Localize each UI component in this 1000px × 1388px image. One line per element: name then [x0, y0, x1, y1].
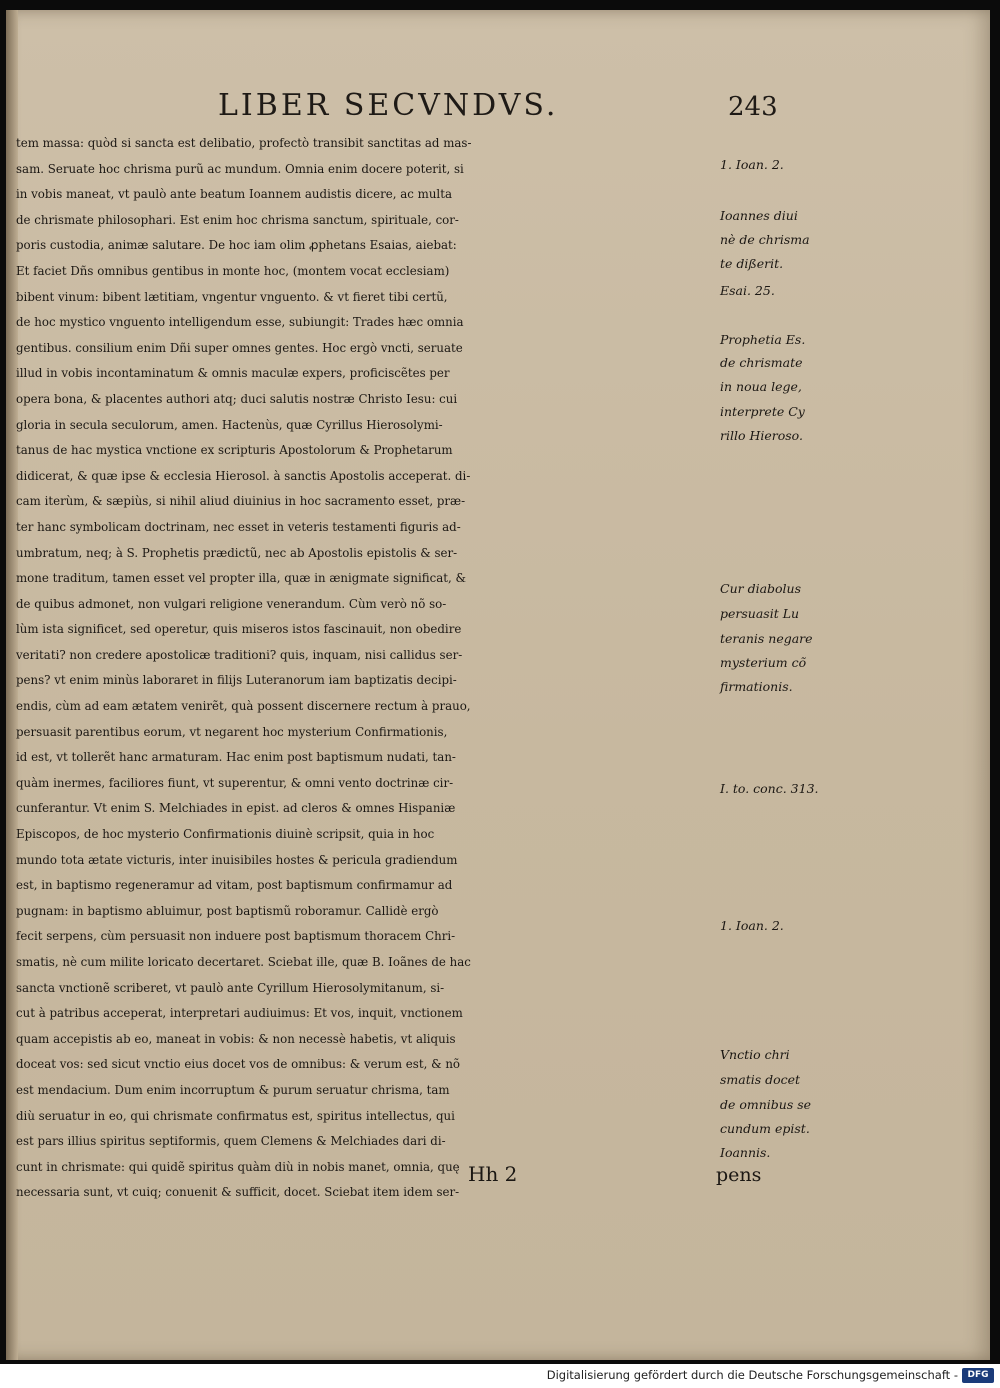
signature-line [16, 1162, 776, 1190]
text-line: id est, vt tollerẽt hanc armaturam. Hac enim post baptismum nudati, tan- [16, 750, 456, 765]
margin-note: Esai. 25. [720, 283, 775, 298]
text-line: diù seruatur in eo, qui chrismate confirmatus est, spiritus intellectus, qui [16, 1108, 455, 1123]
text-line: quam accepistis ab eo, maneat in vobis: & non necessè habetis, vt aliquis [16, 1031, 456, 1046]
text-line: pens? vt enim minùs laboraret in filijs Luteranorum iam baptizatis decipi- [16, 673, 457, 688]
margin-note: in noua lege, [720, 379, 802, 394]
digitization-footer [0, 1364, 1000, 1388]
text-line: didicerat, & quæ ipse & ecclesia Hierosol. à sanctis Apostolis acceperat. di- [16, 468, 471, 483]
text-line: persuasit parentibus eorum, vt negarent hoc mysterium Confirmationis, [16, 724, 448, 739]
margin-note: Vnctio chri [720, 1047, 790, 1062]
margin-note: mysterium cõ [720, 655, 807, 670]
margin-note: Prophetia Es. [720, 332, 806, 347]
text-line: endis, cùm ad eam ætatem venirẽt, quà possent discernere rectum à prauo, [16, 699, 471, 714]
margin-note: 1. Ioan. 2. [720, 918, 784, 933]
text-line: sam. Seruate hoc chrisma purũ ac mundum. Omnia enim docere poterit, si [16, 161, 464, 176]
text-line: de chrismate philosophari. Est enim hoc chrisma sanctum, spirituale, cor- [16, 212, 459, 227]
margin-note: rillo Hieroso. [720, 428, 803, 443]
text-line: mone traditum, tamen esset vel propter illa, quæ in ænigmate significat, & [16, 571, 467, 586]
book-page [6, 10, 990, 1360]
margin-note: Ioannes diui [720, 208, 798, 223]
text-line: opera bona, & placentes authori atq; duci salutis nostræ Christo Iesu: cui [16, 391, 458, 406]
text-line: bibent vinum: bibent lætitiam, vngentur vnguento. & vt fieret tibi certũ, [16, 289, 448, 304]
text-line: lùm ista significet, sed operetur, quis miseros istos fascinauit, non obedire [16, 622, 462, 637]
text-line: Episcopos, de hoc mysterio Confirmationis diuinè scripsit, quia in hoc [16, 827, 435, 842]
running-head [6, 88, 990, 128]
margin-note: cundum epist. [720, 1121, 810, 1136]
text-line: mundo tota ætate victuris, inter inuisibiles hostes & pericula gradiendum [16, 852, 458, 867]
running-title: LIBER SECVNDVS. [218, 88, 559, 123]
margin-note: te dißerit. [720, 256, 784, 271]
signature-mark: Hh 2 [468, 1162, 518, 1186]
text-line: necessaria sunt, vt cuiq; conuenit & sufficit, docet. Sciebat item idem ser- [16, 1185, 460, 1200]
text-line: poris custodia, animæ salutare. De hoc iam olim ꝓphetans Esaias, aiebat: [16, 238, 457, 253]
text-line: est pars illius spiritus septiformis, quem Clemens & Melchiades dari di- [16, 1134, 446, 1149]
text-line: illud in vobis incontaminatum & omnis maculæ expers, proficiscẽtes per [16, 366, 450, 381]
text-line: ter hanc symbolicam doctrinam, nec esset in veteris testamenti figuris ad- [16, 519, 461, 534]
text-line: est mendacium. Dum enim incorruptum & purum seruatur chrisma, tam [16, 1082, 450, 1097]
margin-note: de chrismate [720, 355, 803, 370]
text-line: Et faciet Dñs omnibus gentibus in monte hoc, (montem vocat ecclesiam) [16, 263, 450, 278]
text-line: cunferantur. Vt enim S. Melchiades in epist. ad cleros & omnes Hispaniæ [16, 801, 456, 816]
text-line: smatis, nè cum milite loricato decertaret. Sciebat ille, quæ B. Ioãnes de hac [16, 955, 471, 969]
margin-note: Cur diabolus [720, 581, 802, 596]
text-line: gloria in secula seculorum, amen. Hactenùs, quæ Cyrillus Hierosolymi- [16, 417, 443, 432]
page-number: 243 [728, 92, 778, 122]
text-line: doceat vos: sed sicut vnctio eius docet vos de omnibus: & verum est, & nõ [16, 1057, 461, 1072]
footer-credit: Digitalisierung gefördert durch die Deutsche Forschungsgemeinschaft - [546, 1368, 958, 1382]
margin-note: de omnibus se [720, 1097, 812, 1112]
margin-note: smatis docet [720, 1072, 801, 1087]
text-line: quàm inermes, faciliores fiunt, vt superentur, & omni vento doctrinæ cir- [16, 775, 454, 790]
text-line: in vobis maneat, vt paulò ante beatum Ioannem audistis dicere, ac multa [16, 187, 452, 202]
body-text [16, 131, 732, 1206]
text-line: umbratum, neq; à S. Prophetis prædictũ, nec ab Apostolis epistolis & ser- [16, 545, 458, 560]
text-line: est, in baptismo regeneramur ad vitam, post baptismum confirmamur ad [16, 878, 453, 893]
text-line: tem massa: quòd si sancta est delibatio, profectò transibit sanctitas ad mas- [16, 136, 472, 150]
text-line: pugnam: in baptismo abluimur, post baptismũ roboramur. Callidè ergò [16, 903, 439, 918]
text-line: gentibus. consilium enim Dñi super omnes gentes. Hoc ergò vncti, seruate [16, 340, 463, 355]
margin-note: Ioannis. [720, 1145, 771, 1160]
text-line: de hoc mystico vnguento intelligendum esse, subiungit: Trades hæc omnia [16, 315, 464, 330]
text-line: sancta vnctionẽ scriberet, vt paulò ante Cyrillum Hierosolymitanum, si- [16, 980, 445, 995]
margin-note: nè de chrisma [720, 232, 810, 247]
margin-note: I. to. conc. 313. [720, 781, 819, 796]
margin-note: 1. Ioan. 2. [720, 157, 784, 172]
text-line: veritati? non credere apostolicæ traditioni? quis, inquam, nisi callidus ser- [16, 647, 463, 662]
text-line: cut à patribus acceperat, interpretari audiuimus: Et vos, inquit, vnctionem [16, 1006, 463, 1021]
text-line: cam iterùm, & sæpiùs, si nihil aliud diuinius in hoc sacramento esset, præ- [16, 494, 466, 509]
margin-note: firmationis. [720, 679, 793, 694]
margin-note: teranis negare [720, 631, 813, 646]
margin-note: interprete Cy [720, 404, 805, 419]
text-line: fecit serpens, cùm persuasit non induere post baptismum thoracem Chri- [16, 929, 456, 944]
dfg-logo: DFG [962, 1368, 994, 1383]
text-line: cunt in chrismate: qui quidẽ spiritus quàm diù in nobis manet, omnia, quę [16, 1159, 460, 1174]
margin-note: persuasit Lu [720, 606, 800, 621]
text-line: de quibus admonet, non vulgari religione venerandum. Cùm verò nõ so- [16, 596, 447, 611]
text-line: tanus de hac mystica vnctione ex scripturis Apostolorum & Prophetarum [16, 443, 453, 458]
catchword: pens [716, 1164, 762, 1186]
